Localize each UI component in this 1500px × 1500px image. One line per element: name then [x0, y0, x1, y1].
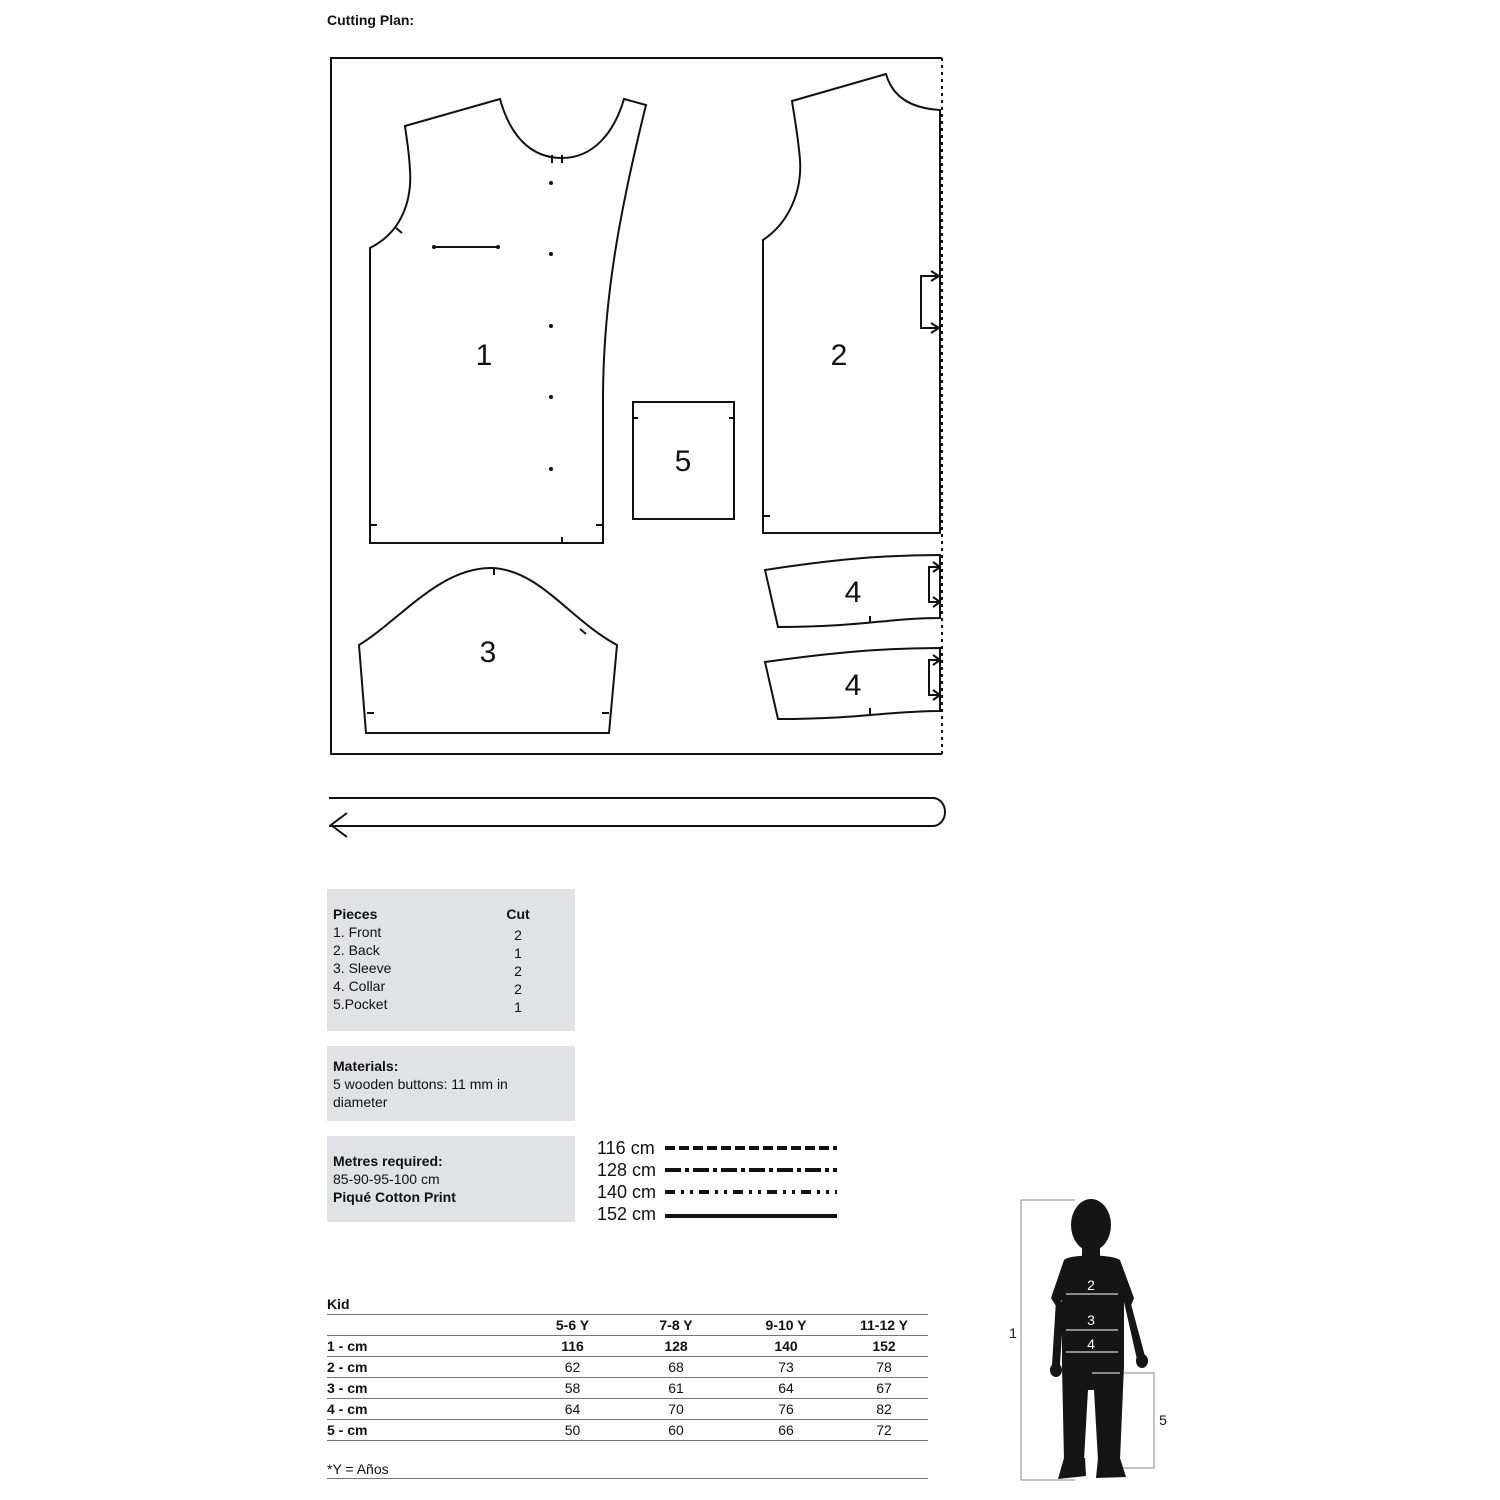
piece-row: 3. Sleeve 2 — [333, 960, 522, 979]
figure-label-2: 2 — [1087, 1277, 1095, 1293]
metres-line1: 85-90-95-100 cm — [333, 1171, 440, 1187]
measurement-figure — [1000, 1190, 1180, 1490]
figure-label-1: 1 — [1009, 1325, 1017, 1341]
legend-label-128: 128 cm — [597, 1160, 657, 1180]
table-header-row: 5-6 Y 7-8 Y 9-10 Y 11-12 Y — [327, 1315, 928, 1336]
figure-label-5: 5 — [1159, 1412, 1167, 1428]
pieces-box — [327, 889, 575, 1031]
front-piece — [370, 99, 646, 543]
size-line-legend — [597, 1138, 847, 1230]
metres-line2: Piqué Cotton Print — [333, 1189, 456, 1205]
piece-row: 2. Back 1 — [333, 942, 522, 961]
piece-row: 1. Front 2 — [333, 924, 522, 943]
size-table-title: Kid — [327, 1296, 350, 1312]
piece-number-3: 3 — [479, 636, 497, 669]
table-row: 5 - cm 50 60 66 72 — [327, 1420, 928, 1441]
table-row: 2 - cm 62 68 73 78 — [327, 1357, 928, 1378]
size-table — [327, 1314, 928, 1441]
piece-number-1: 1 — [475, 339, 493, 372]
piece-number-2: 2 — [830, 339, 848, 372]
child-silhouette — [1050, 1199, 1148, 1479]
piece-row: 5.Pocket 1 — [333, 996, 522, 1015]
figure-label-4: 4 — [1087, 1336, 1095, 1352]
fabric-frame — [331, 58, 942, 754]
cut-header: Cut — [506, 906, 530, 922]
legend-line-samples — [663, 1138, 839, 1228]
metres-header: Metres required: — [333, 1153, 443, 1169]
metres-box — [327, 1136, 575, 1222]
legend-label-140: 140 cm — [597, 1182, 657, 1202]
piece-number-5: 5 — [674, 445, 692, 478]
piece-number-4b: 4 — [844, 669, 862, 702]
footnote: *Y = Años — [327, 1461, 928, 1479]
legend-label-152: 152 cm — [597, 1204, 657, 1224]
grain-arrow — [329, 798, 945, 826]
materials-header: Materials: — [333, 1058, 399, 1074]
page-title: Cutting Plan: — [327, 12, 415, 28]
table-row: 1 - cm 116 128 140 152 — [327, 1336, 928, 1357]
legend-label-116: 116 cm — [597, 1138, 655, 1158]
pieces-header: Pieces — [333, 906, 378, 922]
figure-label-3: 3 — [1087, 1312, 1095, 1328]
materials-box — [327, 1046, 575, 1121]
table-row: 4 - cm 64 70 76 82 — [327, 1399, 928, 1420]
piece-row: 4. Collar 2 — [333, 978, 522, 997]
back-piece — [763, 74, 940, 533]
table-row: 3 - cm 58 61 64 67 — [327, 1378, 928, 1399]
piece-number-4a: 4 — [844, 576, 862, 609]
materials-text: 5 wooden buttons: 11 mm in diameter — [333, 1076, 508, 1110]
